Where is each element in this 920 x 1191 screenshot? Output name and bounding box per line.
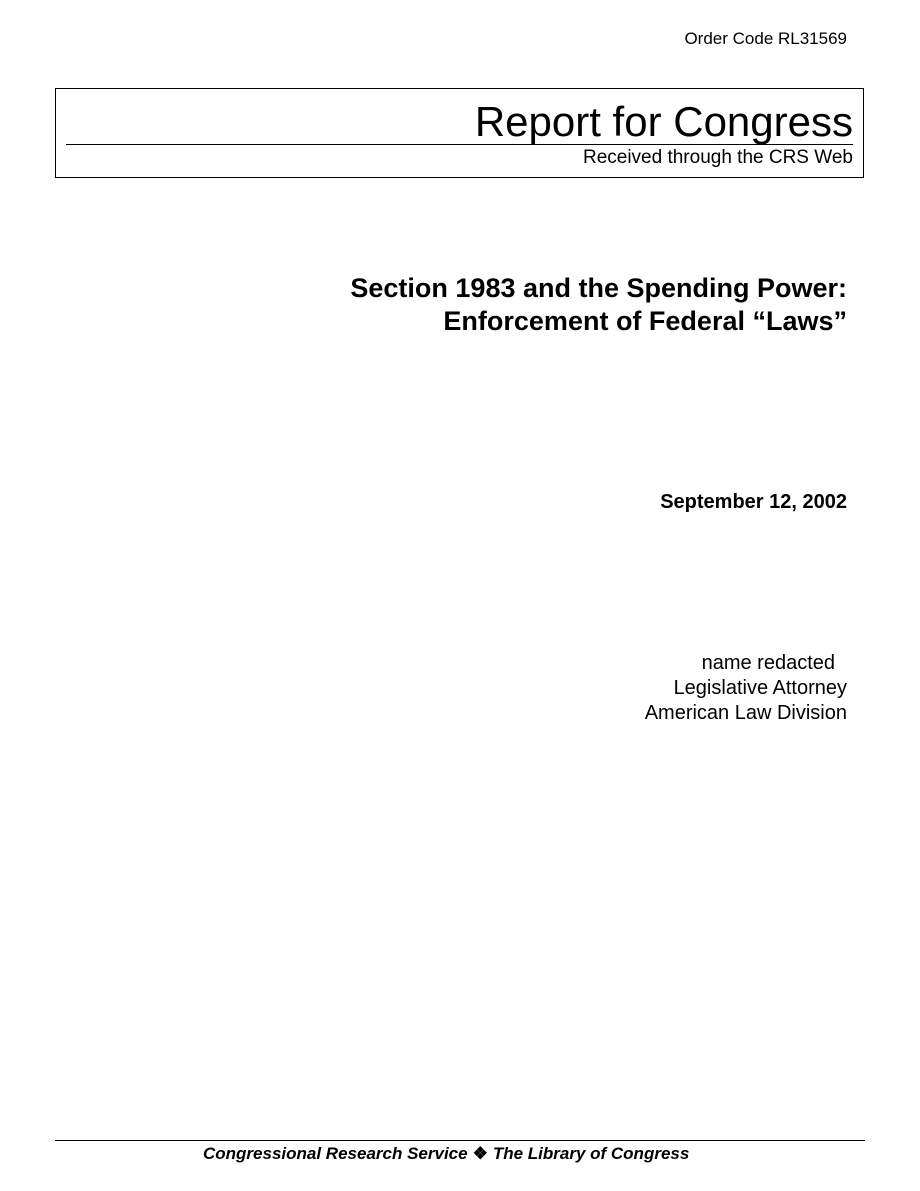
order-code: Order Code RL31569 <box>684 29 847 48</box>
report-title-line-2: Enforcement of Federal “Laws” <box>443 306 847 336</box>
author-name: name redacted <box>701 652 835 674</box>
author-block <box>645 651 847 726</box>
footer <box>203 1143 689 1164</box>
report-date: September 12, 2002 <box>660 491 847 513</box>
header-divider <box>66 144 853 145</box>
footer-library: The Library of Congress <box>492 1144 690 1163</box>
footer-divider <box>55 1140 865 1141</box>
report-header-box <box>55 88 864 178</box>
footer-separator-icon: ❖ <box>472 1144 488 1163</box>
author-position: Legislative Attorney <box>673 677 847 699</box>
header-title: Report for Congress <box>474 98 853 145</box>
report-title-line-1: Section 1983 and the Spending Power: <box>350 273 847 303</box>
report-title <box>350 272 847 338</box>
footer-publisher: Congressional Research Service <box>203 1144 468 1163</box>
header-subtitle: Received through the CRS Web <box>582 147 853 168</box>
author-division: American Law Division <box>644 702 847 724</box>
